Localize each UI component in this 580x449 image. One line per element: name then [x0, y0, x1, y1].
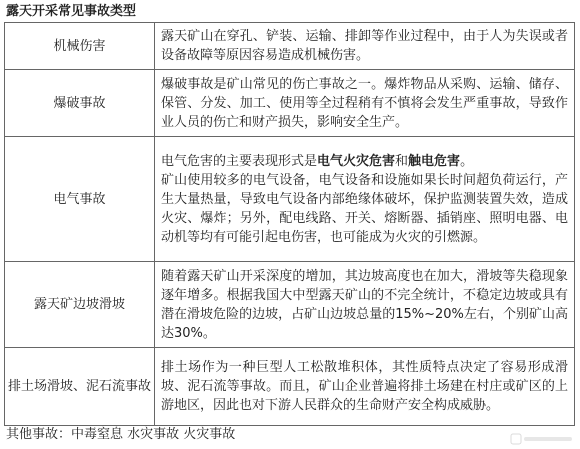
- accident-description-cell: 爆破事故是矿山常见的伤亡事故之一。爆炸物品从采购、运输、储存、保管、分发、加工、使用等全过程稍有不慎将会发生严重事故，导致作业人员的伤亡和财产损失，影响安全生产。: [155, 70, 575, 137]
- electrical-intro-text: 电气危害的主要表现形式是: [161, 153, 318, 169]
- electrical-detail-text: 矿山使用较多的电气设备，电气设备和设施如果长时间超负荷运行，产生大量热量，导致电气设备内部绝缘体破坏，保护监测装置失效，造成火灾、爆炸；另外，配电线路、开关、熔断器、插销座、照明电器、电动机等均有可能引起电伤害，也可能成为火灾的引燃源。: [161, 172, 568, 245]
- accident-type-cell: 爆破事故: [5, 70, 155, 137]
- page-title: 露天开采常见事故类型: [6, 4, 137, 19]
- electrical-end-text: 。: [460, 153, 474, 169]
- table-row-mechanical: [5, 23, 575, 70]
- accident-type-cell: 排土场滑坡、泥石流事故: [5, 348, 155, 426]
- table-row-slope-landslide: [5, 262, 575, 348]
- accident-description-cell: [155, 137, 575, 262]
- accident-type-cell: 电气事故: [5, 137, 155, 262]
- table-row-blasting: [5, 70, 575, 137]
- electric-shock-hazard-text: 触电危害: [408, 153, 461, 169]
- electrical-fire-hazard-text: 电气火灾危害: [317, 153, 396, 169]
- accident-description-cell: 露天矿山在穿孔、铲装、运输、排卸等作业过程中，由于人为失误或者设备故障等原因容易造成机械伤害。: [155, 23, 575, 70]
- accident-description-cell: 排土场作为一种巨型人工松散堆积体，其性质特点决定了容易形成滑坡、泥石流等事故。而且，矿山企业普遍将排土场建在村庄或矿区的上游地区，因此也对下游人民群众的生命财产安全构成威胁。: [155, 348, 575, 426]
- table-row-electrical: [5, 137, 575, 262]
- table-row-dump-landslide: [5, 348, 575, 426]
- accident-type-cell: 机械伤害: [5, 23, 155, 70]
- accident-types-table: [4, 22, 575, 426]
- accident-type-cell: 露天矿边坡滑坡: [5, 262, 155, 348]
- watermark-logo-icon: [510, 431, 574, 447]
- other-accidents-footer: 其他事故：中毒窒息 水灾事故 火灾事故: [6, 427, 236, 442]
- accident-description-cell: 随着露天矿山开采深度的增加，其边坡高度也在加大，滑坡等失稳现象逐年增多。根据我国大中型露天矿山的不完全统计，不稳定边坡或具有潜在滑坡危险的边坡，占矿山边坡总量的15%~20%左右，个别矿山高达30%。: [155, 262, 575, 348]
- electrical-and-text: 和: [395, 153, 409, 169]
- electrical-summary-line: [161, 152, 568, 171]
